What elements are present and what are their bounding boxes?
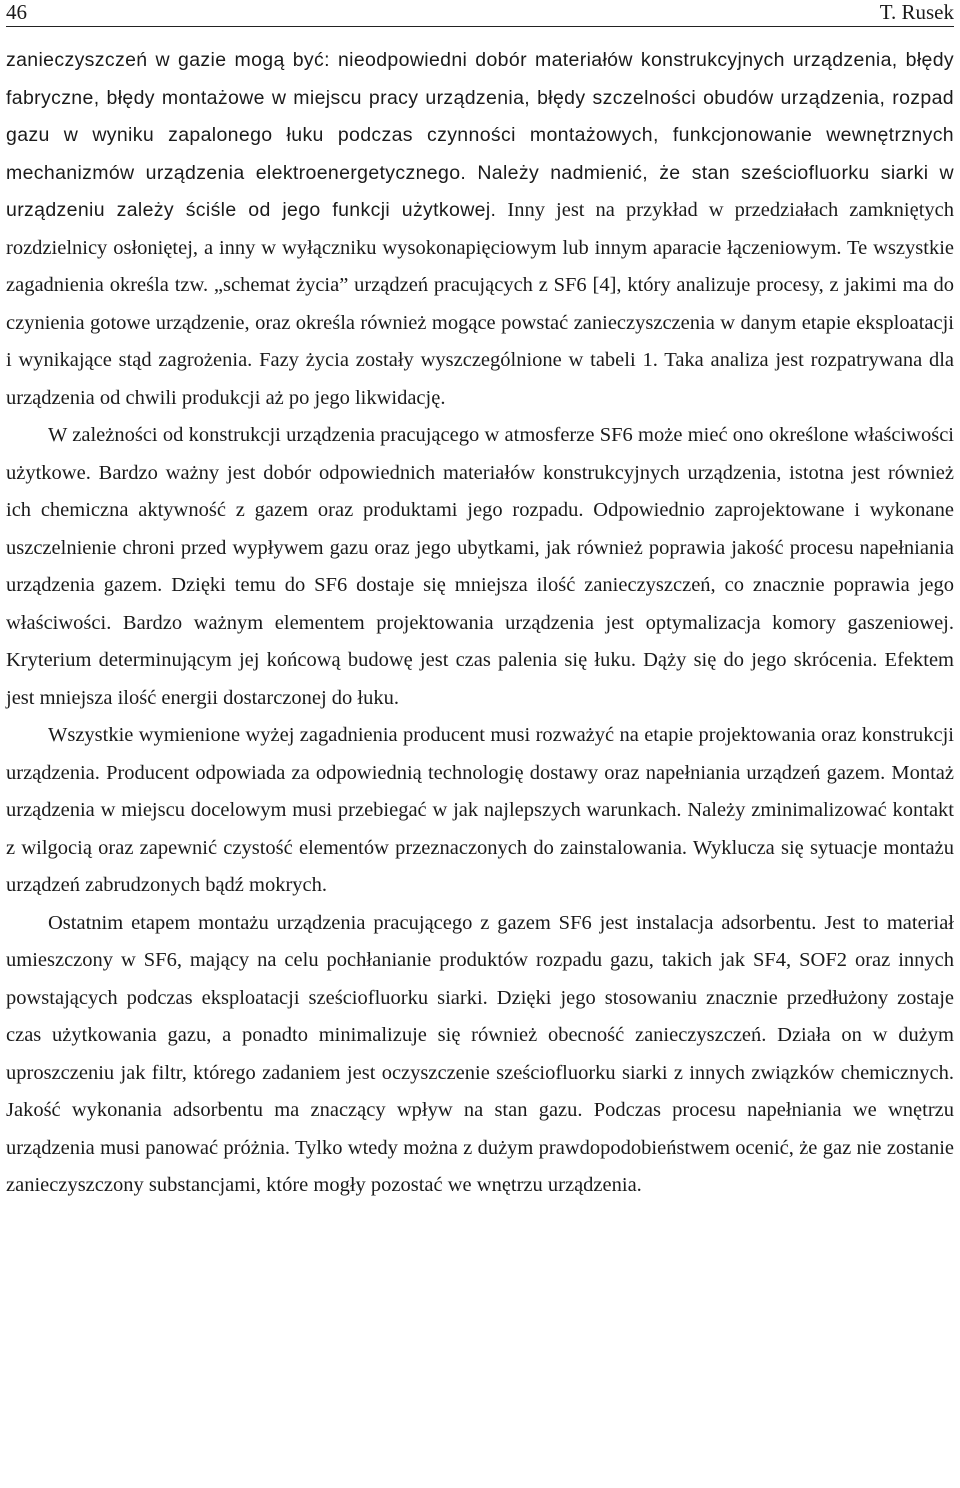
paragraph-1 bbox=[6, 42, 954, 417]
paragraph-1-sans-lead: zanieczyszczeń w gazie mogą być: nieodpowiedni dobór materiałów konstrukcyjnych urządzenia, błędy fabryczne, błędy montażowe w miejscu pracy urządzenia, błędy szczelności obudów urządzenia, rozpad gazu w wyniku zapalonego łuku podczas czynności montażowych, funkcjonowanie wewnętrznych mechanizmów urządzenia elektroenergetycznego. Należy nadmienić, że stan sześciofluorku siarki w urządzeniu zależy ściśle od jego funkcji użytkowej. bbox=[6, 49, 954, 221]
paragraph-2: W zależności od konstrukcji urządzenia pracującego w atmosferze SF6 może mieć ono określone właściwości użytkowe. Bardzo ważny jest dobór odpowiednich materiałów konstrukcyjnych urządzenia, istotna jest również ich chemiczna aktywność z gazem oraz produktami jego rozpadu. Odpowiednio zaprojektowane i wykonane uszczelnienie chroni przed wypływem gazu oraz jego ubytkami, jak również poprawia jakość procesu napełniania urządzenia gazem. Dzięki temu do SF6 dostaje się mniejsza ilość zanieczyszczeń, co znacznie poprawia jego właściwości. Bardzo ważnym elementem projektowania urządzenia jest optymalizacja komory gaszeniowej. Kryterium determinującym jej końcową budowę jest czas palenia się łuku. Dąży się do jego skrócenia. Efektem jest mniejsza ilość energii dostarczonej do łuku. bbox=[6, 424, 954, 709]
header-rule bbox=[6, 26, 954, 27]
running-header-author: T. Rusek bbox=[879, 0, 954, 24]
paragraph-3: Wszystkie wymienione wyżej zagadnienia producent musi rozważyć na etapie projektowania oraz konstrukcji urządzenia. Producent odpowiada za odpowiednią technologię dostawy oraz napełniania urządzeń gazem. Montaż urządzenia w miejscu docelowym musi przebiegać w jak najlepszych warunkach. Należy zminimalizować kontakt z wilgocią oraz zapewnić czystość elementów przeznaczonych do zainstalowania. Wyklucza się sytuacje montażu urządzeń zabrudzonych bądź mokrych. bbox=[6, 724, 954, 896]
running-header bbox=[6, 0, 954, 24]
body-text bbox=[6, 42, 954, 1205]
paragraph-4: Ostatnim etapem montażu urządzenia pracującego z gazem SF6 jest instalacja adsorbentu. Jest to materiał umieszczony w SF6, mający na celu pochłanianie produktów rozpadu gazu, takich jak SF4, SOF2 oraz innych powstających podczas eksploatacji sześciofluorku siarki. Dzięki jego stosowaniu znacznie przedłużony zostaje czas użytkowania gazu, a ponadto minimalizuje się również obecność zanieczyszczeń. Działa on w dużym uproszczeniu jak filtr, którego zadaniem jest oczyszczenie sześciofluorku siarki z innych związków chemicznych. Jakość wykonania adsorbentu ma znaczący wpływ na stan gazu. Podczas procesu napełniania we wnętrzu urządzenia musi panować próżnia. Tylko wtedy można z dużym prawdopodobieństwem ocenić, że gaz nie zostanie zanieczyszczony substancjami, które mogły pozostać we wnętrzu urządzenia. bbox=[6, 911, 954, 1196]
page-number: 46 bbox=[6, 0, 27, 24]
paragraph-1-text: Inny jest na przykład w przedziałach zamkniętych rozdzielnicy osłoniętej, a inny w wyłączniku wysokonapięciowym lub innym aparacie łączeniowym. Te wszystkie zagadnienia określa tzw. „schemat życia” urządzeń pracujących z SF6 [4], który analizuje procesy, z jakimi ma do czynienia gotowe urządzenie, oraz określa również mogące powstać zanieczyszczenia w danym etapie eksploatacji i wynikające stąd zagrożenia. Fazy życia zostały wyszczególnione w tabeli 1. Taka analiza jest rozpatrywana dla urządzenia od chwili produkcji aż po jego likwidację. bbox=[6, 199, 954, 409]
